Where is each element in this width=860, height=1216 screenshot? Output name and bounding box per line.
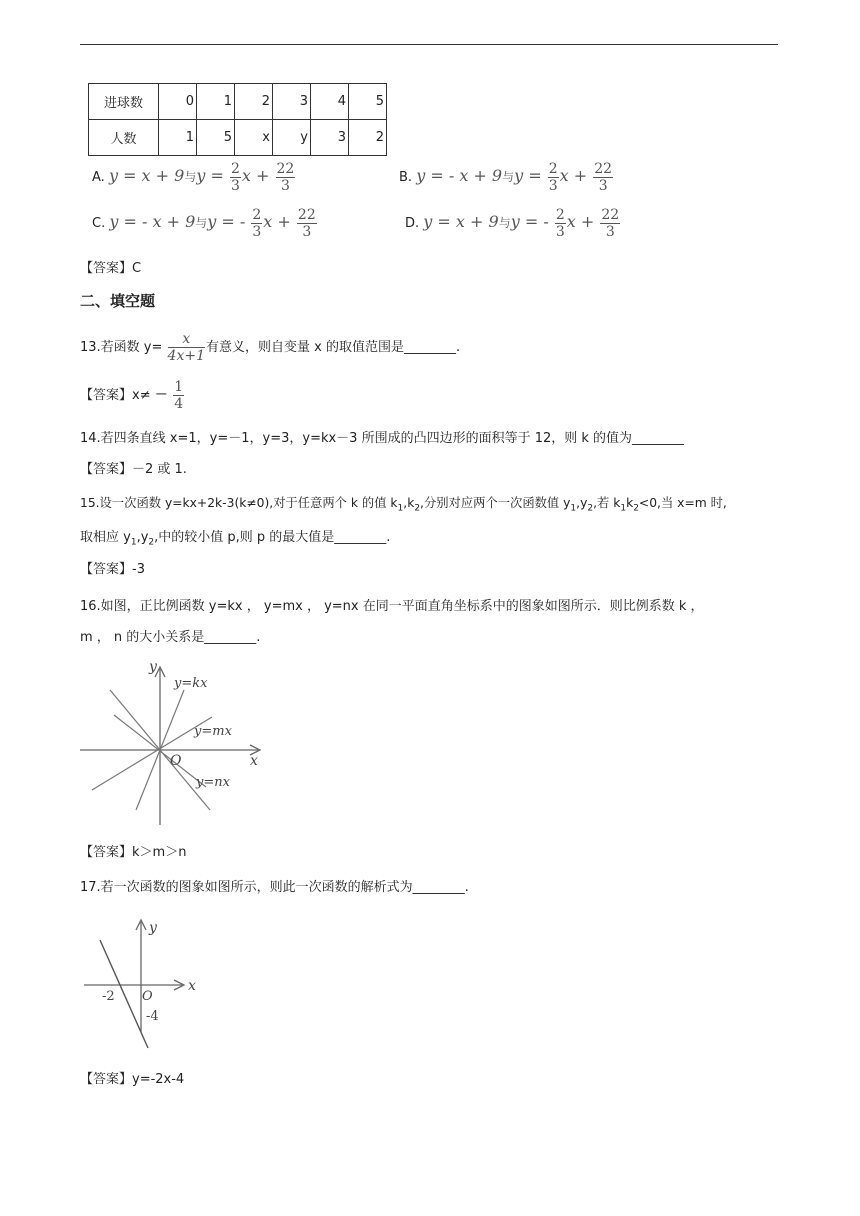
x-label: x <box>250 753 258 769</box>
origin-label: O <box>170 753 182 769</box>
question-14: 14.若四条直线 x=1，y=－1，y=3，y=kx－3 所围成的凸四边形的面积等于 12，则 k 的值为________ <box>80 431 685 446</box>
goals-table <box>88 83 387 156</box>
fraction: $\frac{x}{4x+1}$ <box>167 331 205 364</box>
y-label: y <box>149 920 157 936</box>
option-a: A. y = x + 9与y = $\frac{2}{3}$ x + $\frac{22}{3}$ <box>92 161 295 194</box>
answer-17: 【答案】y=-2x-4 <box>80 1072 185 1087</box>
table-cell: 进球数 <box>89 84 159 120</box>
answer-16: 【答案】k＞m＞n <box>80 845 187 860</box>
table-cell: 3 <box>311 120 349 156</box>
question-16-line-1: 16.如图，正比例函数 y=kx ， y=mx ， y=nx 在同一平面直角坐标系中的图象如图所示．则比例系数 k ， <box>80 599 704 614</box>
table-cell: 1 <box>197 84 235 120</box>
option-b: B. y = - x + 9与y = $\frac{2}{3}$ x + $\frac{22}{3}$ <box>399 161 613 194</box>
question-15-line-2: 取相应 $y_1,y_2$,中的较小值 p,则 p 的最大值是________. <box>80 530 391 548</box>
table-cell: x <box>235 120 273 156</box>
table-cell: 2 <box>349 120 387 156</box>
y-label: y <box>149 659 157 675</box>
table-cell: 0 <box>159 84 197 120</box>
table-cell: 5 <box>197 120 235 156</box>
option-d: D. y = x + 9与y = - $\frac{2}{3}$ x + $\frac{22}{3}$ <box>405 207 620 240</box>
table-cell: 3 <box>273 84 311 120</box>
label-y-mx: y=mx <box>194 724 232 739</box>
label-y-nx: y=nx <box>196 775 230 790</box>
answer-13: 【答案】x≠ − $\frac{1}{4}$ <box>80 379 184 412</box>
answer-15: 【答案】-3 <box>80 562 145 577</box>
table-cell: 1 <box>159 120 197 156</box>
table-cell: y <box>273 120 311 156</box>
x-intercept-label: -2 <box>102 989 115 1004</box>
answer-14: 【答案】－2 或 1. <box>80 462 187 477</box>
label-y-kx: y=kx <box>174 676 208 691</box>
table-cell: 2 <box>235 84 273 120</box>
question-17: 17.若一次函数的图象如图所示，则此一次函数的解析式为________. <box>80 880 469 895</box>
question-13: 13.若函数 y= $\frac{x}{4x+1}$ 有意义，则自变量 x 的取值范围是________. <box>80 331 461 364</box>
header-rule <box>80 44 778 45</box>
option-c: C. y = - x + 9与y = - $\frac{2}{3}$ x + $\frac{22}{3}$ <box>92 207 316 240</box>
table-cell: 5 <box>349 84 387 120</box>
x-label: x <box>188 978 196 994</box>
question-15-line-1: 15.设一次函数 y=kx+2k-3(k≠0),对于任意两个 k 的值 $k_1,k_2$,分别对应两个一次函数值 $y_1,y_2$,若 $k_1k_2<0$,当 x=m 时, <box>80 496 727 514</box>
table-row <box>89 120 387 156</box>
figure-16 <box>78 655 278 830</box>
table-cell: 人数 <box>89 120 159 156</box>
question-16-line-2: m ， n 的大小关系是________. <box>80 630 261 645</box>
figure-17 <box>78 912 208 1052</box>
answer-12: 【答案】C <box>80 261 142 276</box>
table-cell: 4 <box>311 84 349 120</box>
table-row <box>89 84 387 120</box>
origin-label: O <box>142 989 153 1004</box>
y-intercept-label: -4 <box>146 1009 159 1024</box>
section-heading: 二、填空题 <box>80 292 156 310</box>
